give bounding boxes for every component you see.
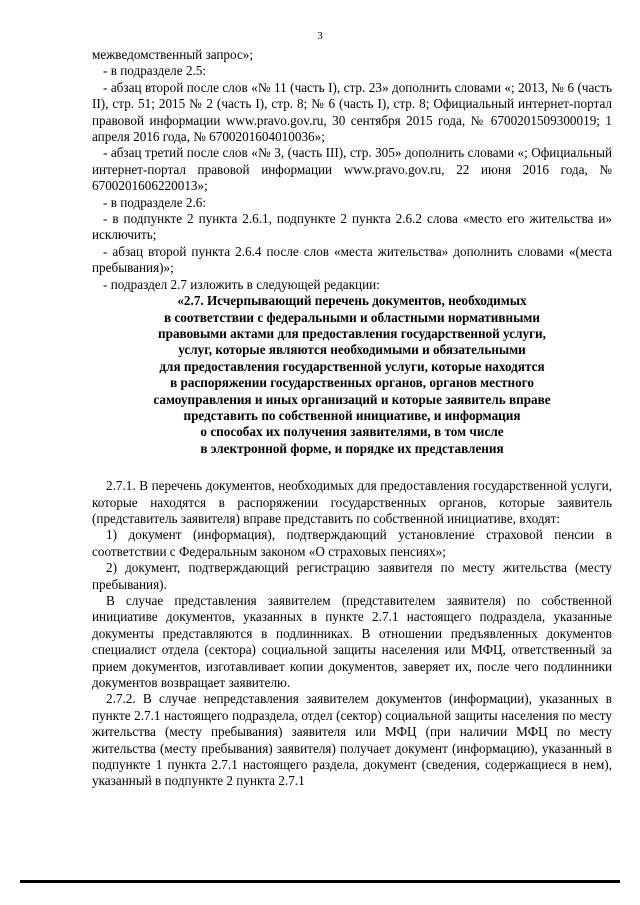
heading-line: самоуправления и иных организаций и которые заявитель вправе bbox=[153, 391, 551, 407]
section-paragraph: 2.7.2. В случае непредставления заявителем документов (информации), указанных в пункте 2.7.1 настоящего подраздела, отдел (сектор) социальной защиты населения по месту жительства (месту пребывания) заявителя или МФЦ (при наличии МФЦ по месту жительства (месту пребывания) заявителя) получает документ (информацию), указанный в подпункте 1 пункта 2.7.1 настоящего раздела, документ (сведения, содержащиеся в нем), указанный в подпункте 2 пункта 2.7.1 bbox=[92, 691, 612, 789]
page-number: 3 bbox=[317, 30, 323, 42]
section-paragraph: В случае представления заявителем (представителем заявителя) по собственной инициативе документов, указанных в пункте 2.7.1 настоящего подраздела, указанные документы представляются в подлинниках. В отношении предъявленных документов специалист отдела (сектора) социальной защиты населения или МФЦ, ответственный за прием документов, изготавливает копии документов, заверяет их, после чего подлинники документов возвращает заявителю. bbox=[92, 593, 612, 691]
section-2-7-text bbox=[92, 478, 612, 790]
page-bottom-border bbox=[20, 880, 620, 883]
amendment-paragraph: - в подпункте 2 пункта 2.6.1, подпункте 2 пункта 2.6.2 слова «место его жительства и» исключить; bbox=[92, 211, 612, 243]
heading-line: в электронной форме, и порядке их представления bbox=[200, 440, 504, 456]
heading-line: «2.7. Исчерпывающий перечень документов, необходимых bbox=[177, 293, 527, 309]
amendment-paragraph: межведомственный запрос»; bbox=[92, 47, 254, 62]
heading-line: для предоставления государственной услуги, которые находятся bbox=[159, 358, 545, 374]
amendment-paragraph: - в подразделе 2.6: bbox=[103, 194, 207, 210]
amendment-paragraph: - подраздел 2.7 изложить в следующей редакции: bbox=[103, 276, 380, 292]
heading-line: услуг, которые являются необходимыми и обязательными bbox=[178, 342, 526, 358]
amendment-paragraph: - абзац второй после слов «№ 11 (часть I), стр. 23» дополнить словами «; 2013, № 6 (часть II), стр. 51; 2015 № 2 (часть I), стр. 8; № 6 (часть I), стр. 8; Официальный интернет-портал правовой информации www.pravo.gov.ru, 30 сентября 2015 года, № 6700201509300019; 1 апреля 2016 года, № 6700201604010036»; bbox=[92, 79, 612, 145]
heading-line: о способах их получения заявителями, в том числе bbox=[200, 424, 504, 440]
heading-line: представить по собственной инициативе, и информация bbox=[183, 407, 521, 423]
amendment-paragraph: - в подразделе 2.5: bbox=[103, 63, 207, 79]
amendment-paragraph: - абзац третий после слов «№ 3, (часть III), стр. 305» дополнить словами «; Официальный интернет-портал правовой информации www.pravo.gov.ru, 22 июня 2016 года, № 6700201606220013»; bbox=[92, 145, 612, 194]
heading-line: правовыми актами для предоставления государственной услуги, bbox=[158, 325, 546, 341]
amendment-paragraph: - абзац второй пункта 2.6.4 после слов «места жительства» дополнить словами «(места пребывания)»; bbox=[92, 243, 612, 276]
document-body bbox=[92, 47, 612, 790]
section-paragraph: 2.7.1. В перечень документов, необходимых для предоставления государственной услуги, которые находятся в распоряжении государственных органов, которые заявитель (представитель заявителя) вправе представить по собственной инициативе, входят: bbox=[92, 478, 612, 526]
section-paragraph: 1) документ (информация), подтверждающий установление страховой пенсии в соответствии с Федеральным законом «О страховых пенсиях»; bbox=[92, 527, 612, 559]
heading-line: в распоряжении государственных органов, органов местного bbox=[170, 375, 534, 391]
section-paragraph: 2) документ, подтверждающий регистрацию заявителя по месту жительства (месту пребывания). bbox=[92, 560, 612, 592]
section-heading bbox=[92, 293, 612, 457]
heading-line: в соответствии с федеральными и областными нормативными bbox=[164, 309, 540, 325]
